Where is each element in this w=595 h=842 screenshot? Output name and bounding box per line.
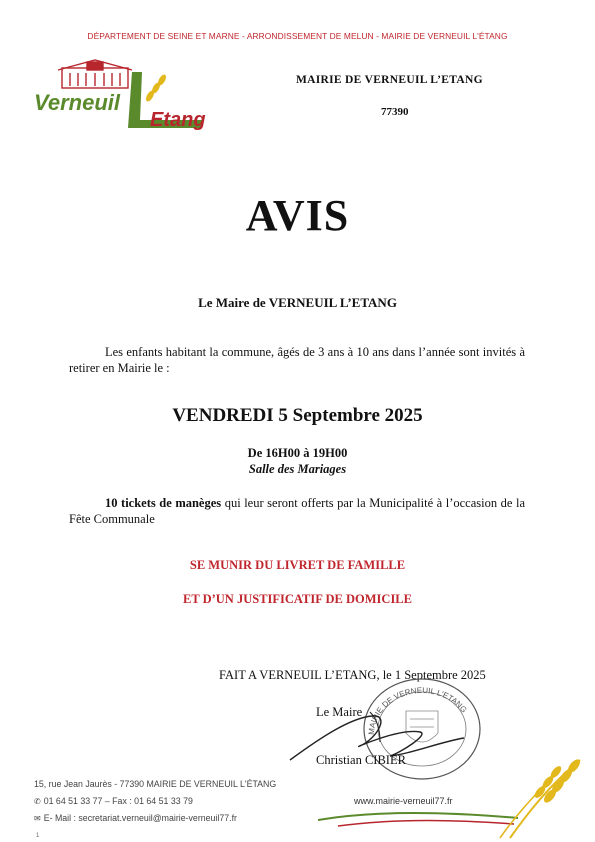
page-marker: 1 <box>36 833 40 839</box>
town-hall-building-icon <box>58 60 132 88</box>
footer-website[interactable]: www.mairie-verneuil77.fr <box>354 796 453 806</box>
postcode: 77390 <box>381 106 409 118</box>
notice-heading: Le Maire de VERNEUIL L’ETANG <box>198 295 397 310</box>
footer-phone-text: 01 64 51 33 77 – Fax : 01 64 51 33 79 <box>43 796 193 806</box>
wheat-decoration-icon <box>490 750 590 840</box>
signatory-name: Christian CIBIER <box>316 753 406 767</box>
footer-address: 15, rue Jean Jaurès - 77390 MAIRIE DE VERNEUIL L'ÉTANG <box>34 779 277 789</box>
stamp-text: MAIRIE DE VERNEUIL L'ETANG <box>366 685 469 736</box>
decorative-wave <box>318 800 518 830</box>
mail-icon: ✉ <box>34 814 41 823</box>
warning-justificatif: ET D’UN JUSTIFICATIF DE DOMICILE <box>183 592 412 606</box>
notice-paragraph-1: Les enfants habitant la commune, âgés de 3 ans à 10 ans dans l’année sont invités à retirer en Mairie le : <box>69 345 525 375</box>
logo-text-verneuil: Verneuil <box>34 90 120 115</box>
tickets-phrase: 10 tickets de manèges <box>105 496 222 510</box>
event-date: VENDREDI 5 Septembre 2025 <box>172 405 423 426</box>
wheat-sprig-icon <box>144 73 167 102</box>
verneuil-etang-logo <box>32 58 217 138</box>
event-place: Salle des Mariages <box>248 462 347 476</box>
footer-email-text[interactable]: E- Mail : secretariat.verneuil@mairie-verneuil77.fr <box>43 813 237 823</box>
notice-paragraph-2 <box>69 495 525 527</box>
logo-text-etang: Etang <box>150 109 206 131</box>
header-topline: DÉPARTEMENT DE SEINE ET MARNE - ARRONDISSEMENT DE MELUN - MAIRIE DE VERNEUIL L'ÉTANG <box>87 31 508 41</box>
warning-livret: SE MUNIR DU LIVRET DE FAMILLE <box>189 558 406 572</box>
footer-email <box>34 813 237 823</box>
signed-place-date: FAIT A VERNEUIL L’ETANG, le 1 Septembre 2025 <box>219 668 486 682</box>
footer-phone <box>34 796 193 806</box>
notice-title: AVIS <box>245 191 350 240</box>
mairie-title: MAIRIE DE VERNEUIL L’ETANG <box>296 74 483 86</box>
phone-icon: ✆ <box>34 797 41 806</box>
signatory-role: Le Maire <box>316 705 363 719</box>
paragraph-2-rest: qui leur seront offerts par la Municipalité à l’occasion de la Fête Communale <box>69 496 525 526</box>
event-hours: De 16H00 à 19H00 <box>247 446 348 460</box>
